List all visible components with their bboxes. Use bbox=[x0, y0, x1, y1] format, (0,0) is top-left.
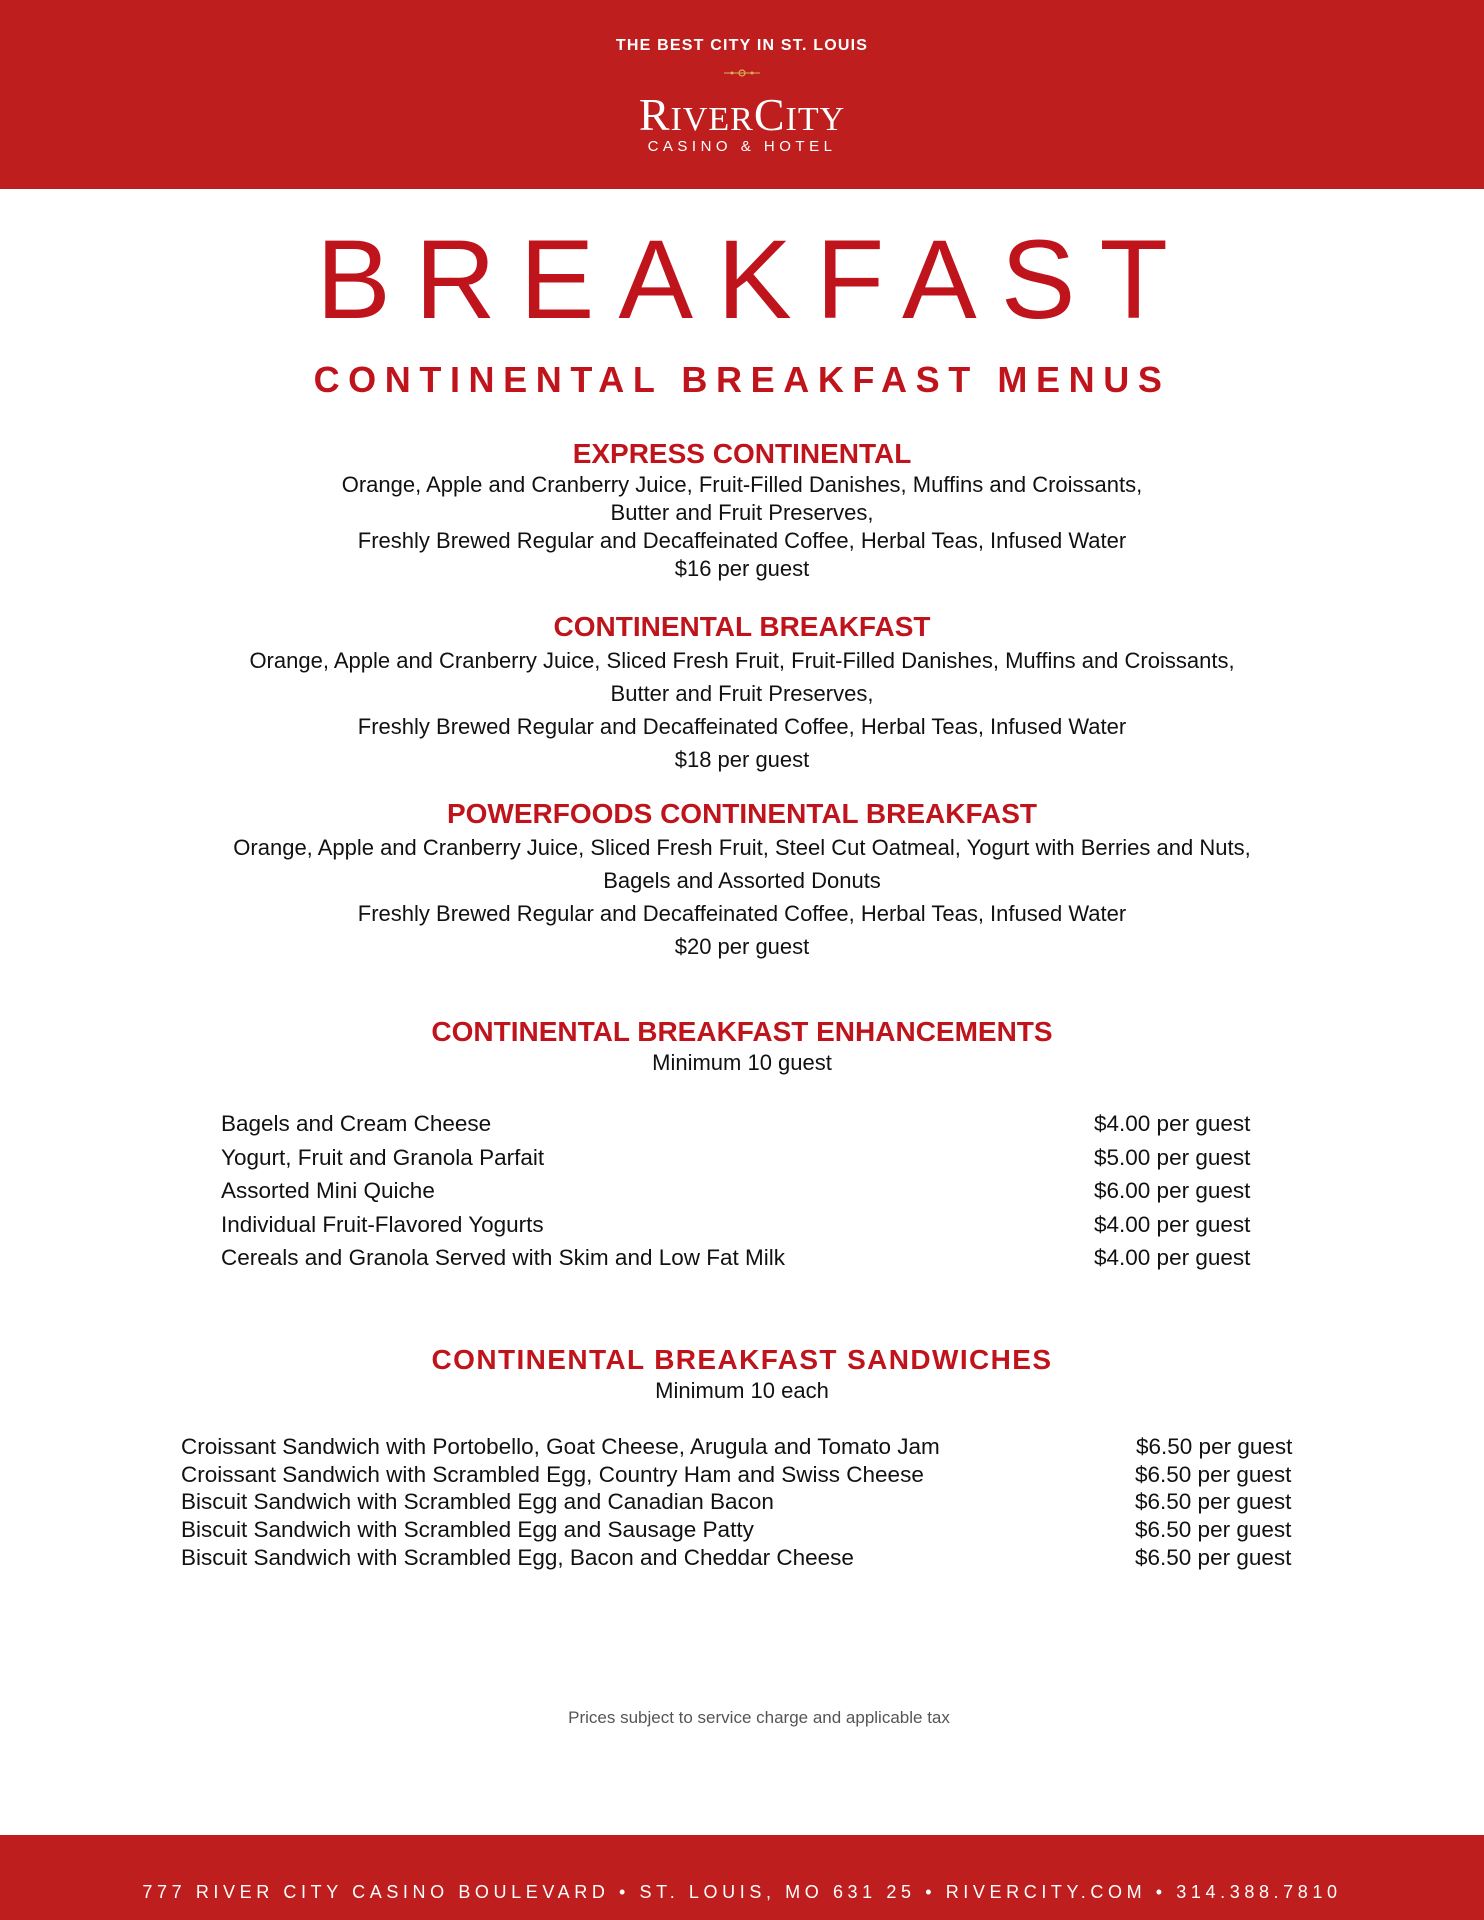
package-price: $18 per guest bbox=[674, 747, 810, 772]
sandwich-item: Croissant Sandwich with Portobello, Goat Cheese, Arugula and Tomato Jam bbox=[181, 1434, 940, 1459]
rivercity-logo: RIVERCITY bbox=[638, 89, 846, 140]
package-description: Butter and Fruit Preserves, bbox=[610, 681, 874, 706]
package-description: Orange, Apple and Cranberry Juice, Sliced Fresh Fruit, Fruit-Filled Danishes, Muffins and Croissants, bbox=[249, 648, 1235, 673]
sandwiches-minimum: Minimum 10 each bbox=[655, 1378, 829, 1403]
logo-subtitle: CASINO & HOTEL bbox=[647, 138, 837, 155]
package-continental-breakfast bbox=[0, 610, 1484, 776]
package-express-continental bbox=[0, 437, 1484, 583]
sandwich-item: Biscuit Sandwich with Scrambled Egg and Canadian Bacon bbox=[181, 1489, 774, 1514]
sandwich-item: Croissant Sandwich with Scrambled Egg, Country Ham and Swiss Cheese bbox=[181, 1462, 924, 1487]
package-description: Orange, Apple and Cranberry Juice, Fruit-Filled Danishes, Muffins and Croissants, bbox=[341, 472, 1143, 497]
sandwich-price: $6.50 per guest bbox=[1135, 1545, 1292, 1570]
page-title: BREAKFAST bbox=[316, 217, 1192, 342]
sandwiches-title: CONTINENTAL BREAKFAST SANDWICHES bbox=[431, 1344, 1053, 1375]
enhancement-item: Assorted Mini Quiche bbox=[221, 1178, 435, 1203]
package-title: CONTINENTAL BREAKFAST bbox=[553, 611, 931, 642]
enhancement-item: Cereals and Granola Served with Skim and Low Fat Milk bbox=[221, 1245, 785, 1270]
package-description: Freshly Brewed Regular and Decaffeinated Coffee, Herbal Teas, Infused Water bbox=[357, 901, 1127, 926]
enhancement-item: Individual Fruit-Flavored Yogurts bbox=[221, 1212, 544, 1237]
enhancement-price: $5.00 per guest bbox=[1094, 1145, 1251, 1170]
enhancement-item: Yogurt, Fruit and Granola Parfait bbox=[221, 1145, 545, 1170]
package-description: Orange, Apple and Cranberry Juice, Sliced Fresh Fruit, Steel Cut Oatmeal, Yogurt with Berries and Nuts, bbox=[233, 835, 1251, 860]
enhancement-price: $4.00 per guest bbox=[1094, 1212, 1251, 1237]
sandwich-price: $6.50 per guest bbox=[1135, 1462, 1292, 1487]
sandwich-price: $6.50 per guest bbox=[1136, 1434, 1293, 1459]
sandwich-item: Biscuit Sandwich with Scrambled Egg and Sausage Patty bbox=[181, 1517, 754, 1542]
price-footnote: Prices subject to service charge and applicable tax bbox=[568, 1708, 950, 1727]
package-title: POWERFOODS CONTINENTAL BREAKFAST bbox=[446, 798, 1038, 829]
package-description: Bagels and Assorted Donuts bbox=[603, 868, 881, 893]
enhancement-price: $6.00 per guest bbox=[1094, 1178, 1251, 1203]
enhancement-price: $4.00 per guest bbox=[1094, 1245, 1251, 1270]
sandwich-price: $6.50 per guest bbox=[1135, 1517, 1292, 1542]
enhancements-title: CONTINENTAL BREAKFAST ENHANCEMENTS bbox=[431, 1016, 1053, 1047]
footer-contact: 777 RIVER CITY CASINO BOULEVARD • ST. LOUIS, MO 631 25 • RIVERCITY.COM • 314.388.7810 bbox=[142, 1882, 1342, 1902]
enhancement-price: $4.00 per guest bbox=[1094, 1111, 1251, 1136]
package-description: Butter and Fruit Preserves, bbox=[610, 500, 874, 525]
sandwich-item: Biscuit Sandwich with Scrambled Egg, Bacon and Cheddar Cheese bbox=[181, 1545, 854, 1570]
package-price: $16 per guest bbox=[674, 556, 810, 581]
sandwich-price: $6.50 per guest bbox=[1135, 1489, 1292, 1514]
enhancement-item: Bagels and Cream Cheese bbox=[221, 1111, 492, 1136]
package-title: EXPRESS CONTINENTAL bbox=[572, 438, 912, 469]
sandwiches-section bbox=[0, 1343, 1484, 1405]
package-powerfoods-continental bbox=[0, 797, 1484, 963]
package-description: Freshly Brewed Regular and Decaffeinated Coffee, Herbal Teas, Infused Water bbox=[357, 714, 1127, 739]
ornament-icon bbox=[722, 66, 762, 80]
enhancements-minimum: Minimum 10 guest bbox=[652, 1050, 832, 1075]
enhancements-section bbox=[0, 1015, 1484, 1077]
package-price: $20 per guest bbox=[674, 934, 810, 959]
page-subtitle: CONTINENTAL BREAKFAST MENUS bbox=[313, 359, 1171, 400]
header-tagline: THE BEST CITY IN ST. LOUIS bbox=[615, 37, 869, 54]
package-description: Freshly Brewed Regular and Decaffeinated Coffee, Herbal Teas, Infused Water bbox=[357, 528, 1127, 553]
footer-banner bbox=[0, 1835, 1484, 1920]
